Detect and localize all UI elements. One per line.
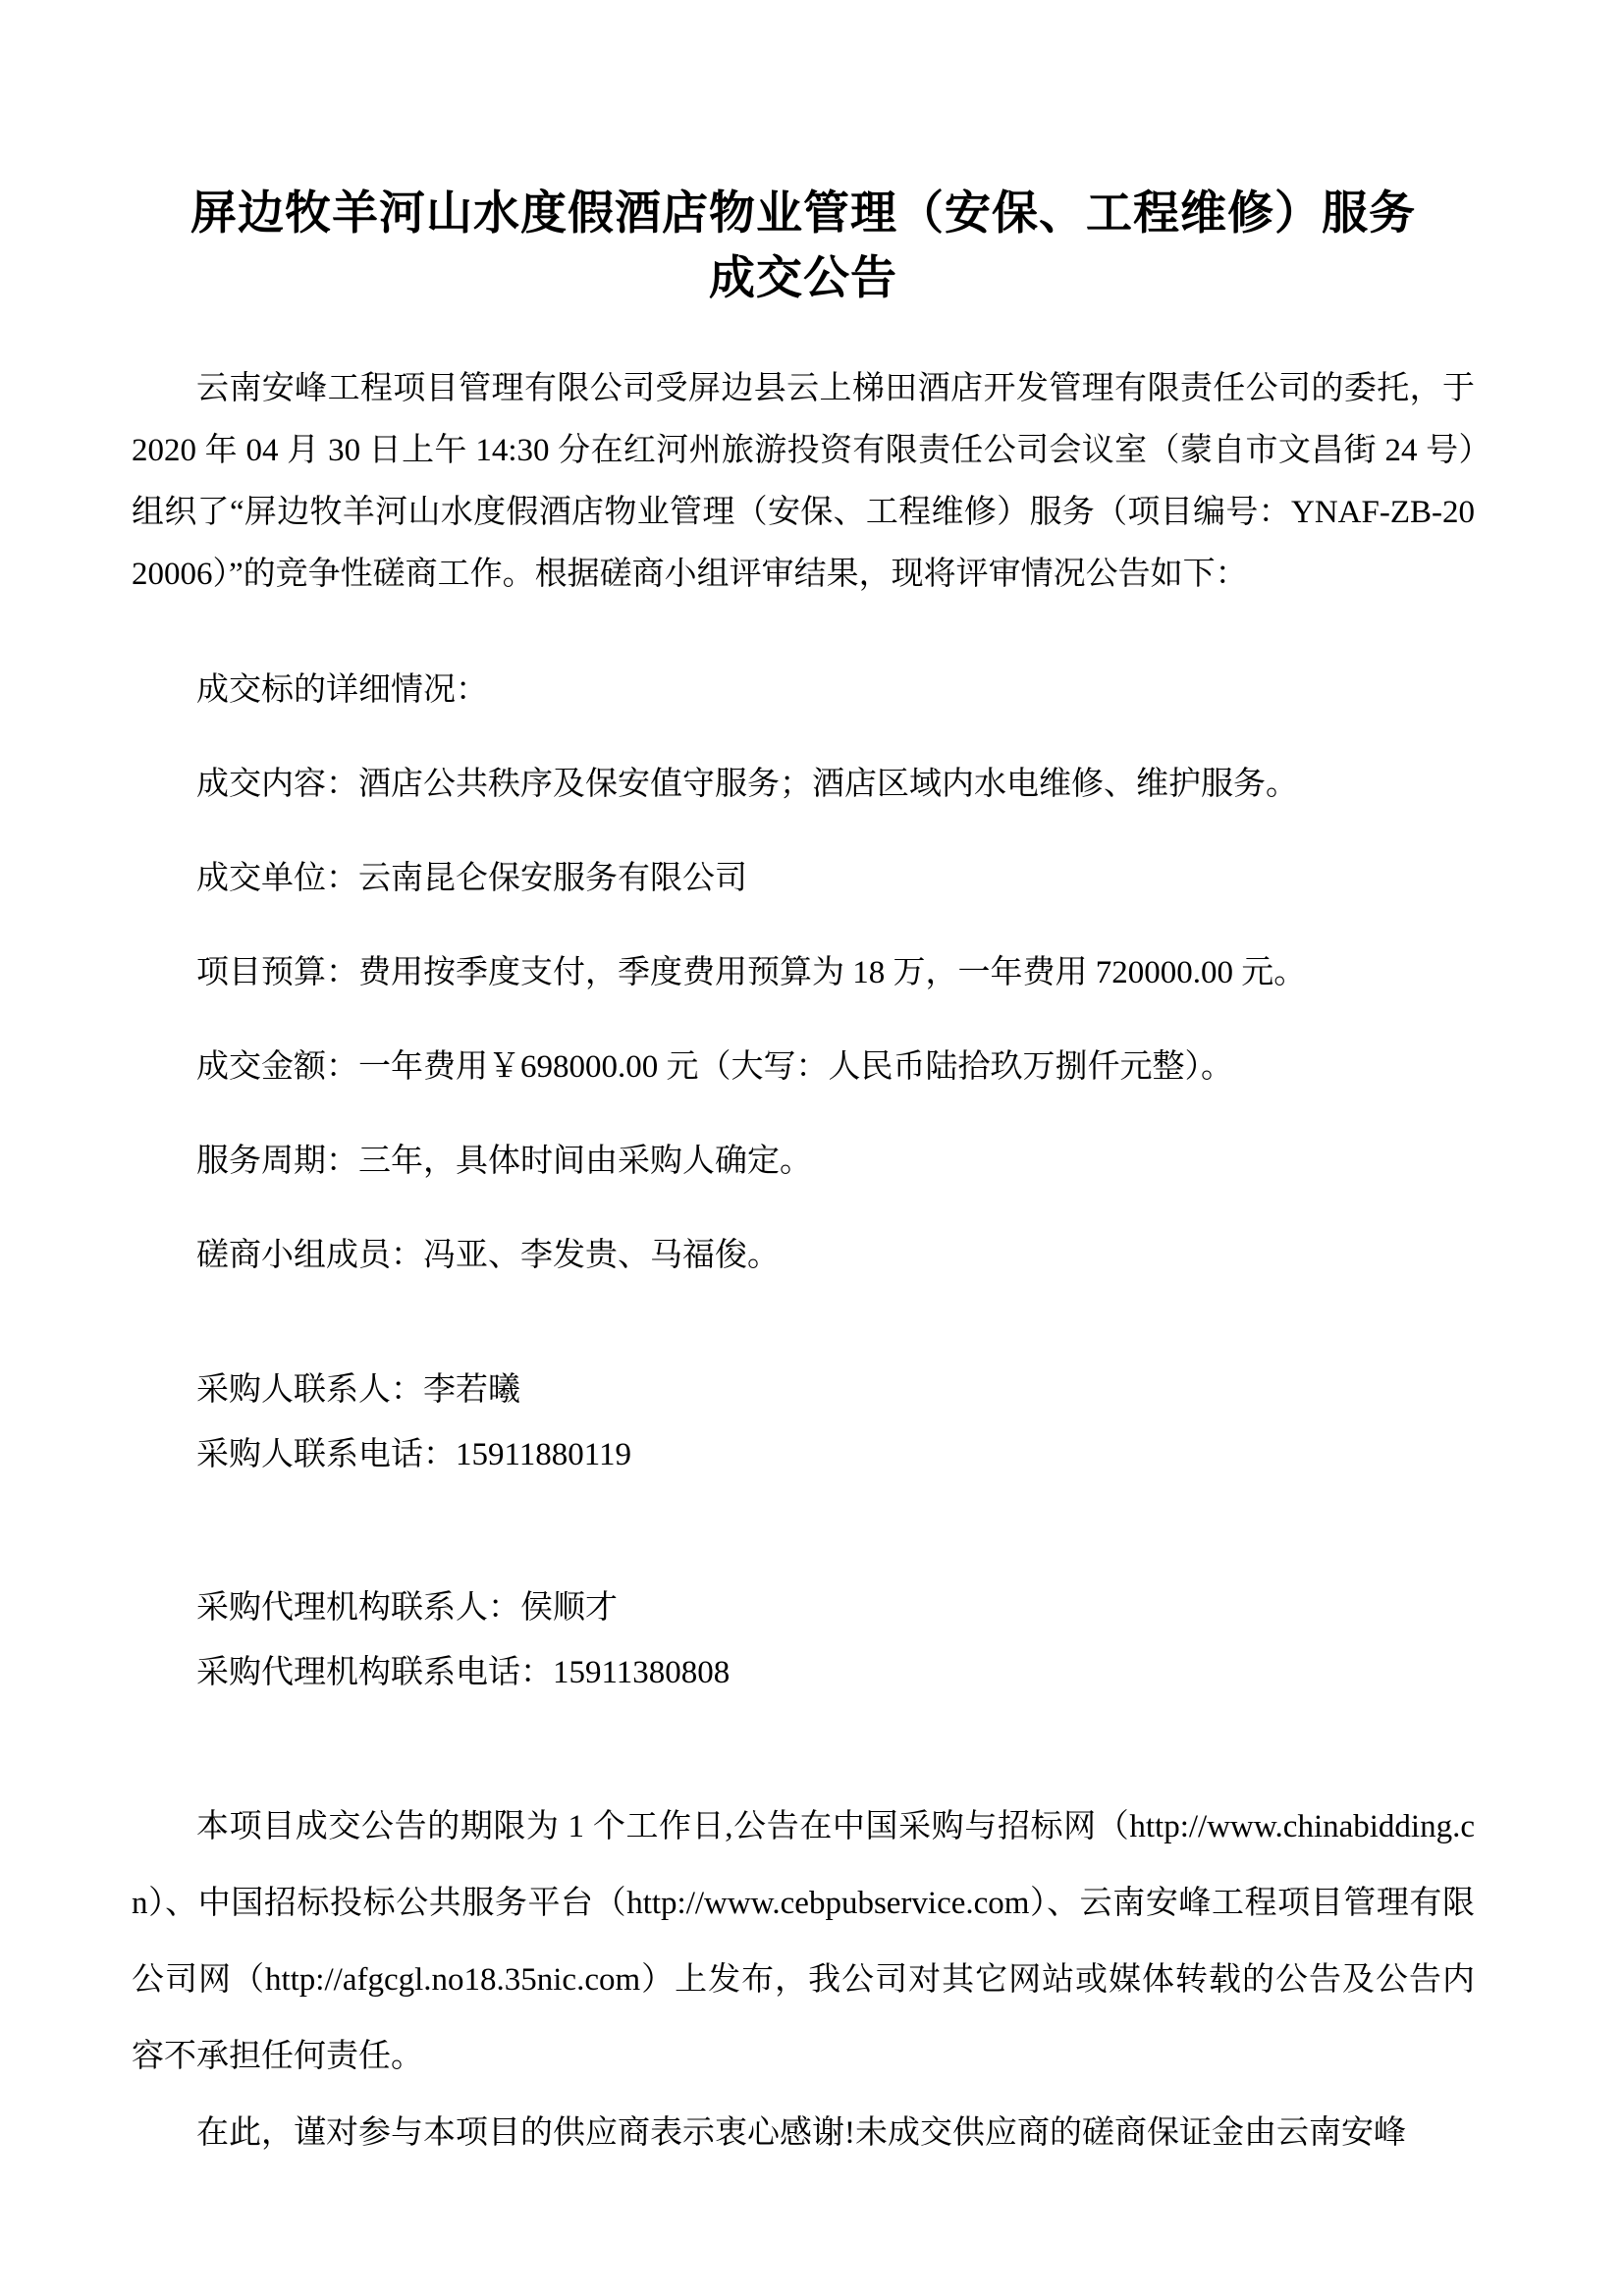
details-heading: 成交标的详细情况： [196,672,488,708]
purchaser-contact-name: 采购人联系人：李若曦 [196,1372,520,1408]
item-award-supplier: 成交单位：云南昆仑保安服务有限公司 [196,861,747,896]
page-title: 屏边牧羊河山水度假酒店物业管理（安保、工程维修）服务成交公告 [190,188,1416,304]
item-service-period: 服务周期：三年，具体时间由采购人确定。 [196,1144,812,1179]
purchaser-contact-phone: 采购人联系电话：15911880119 [196,1437,632,1472]
item-award-amount: 成交金额：一年费用￥698000.00 元（大写：人民币陆拾玖万捌仟元整）。 [196,1049,1233,1085]
item-award-content: 成交内容：酒店公共秩序及保安值守服务；酒店区域内水电维修、维护服务。 [196,767,1298,802]
agency-contact-phone: 采购代理机构联系电话：15911380808 [196,1655,731,1690]
publication-notice-paragraph: 本项目成交公告的期限为 1 个工作日,公告在中国采购与招标网（http://www.chinabidding.cn）、中国招标投标公共服务平台（http://www.cebpubservice.com）、云南安峰工程项目管理有限公司网（http://afgcgl.no18.35nic.com）上发布，我公司对其它网站或媒体转载的公告及公告内容不承担任何责任。 [132,1809,1475,2074]
thanks-paragraph: 在此，谨对参与本项目的供应商表示衷心感谢!未成交供应商的磋商保证金由云南安峰 [196,2115,1406,2151]
intro-paragraph: 云南安峰工程项目管理有限公司受屏边县云上梯田酒店开发管理有限责任公司的委托，于 2020 年 04 月 30 日上午 14:30 分在红河州旅游投资有限责任公司会议室（蒙自市文昌街 24 号）组织了“屏边牧羊河山水度假酒店物业管理（安保、工程维修）服务（项目编号：YNAF-ZB-2020006）”的竞争性磋商工作。根据磋商小组评审结果，现将评审情况公告如下： [132,371,1475,592]
item-panel-members: 磋商小组成员：冯亚、李发贵、马福俊。 [196,1238,780,1273]
agency-contact-name: 采购代理机构联系人：侯顺才 [196,1590,618,1626]
item-project-budget: 项目预算：费用按季度支付，季度费用预算为 18 万，一年费用 720000.00 元。 [196,955,1307,990]
